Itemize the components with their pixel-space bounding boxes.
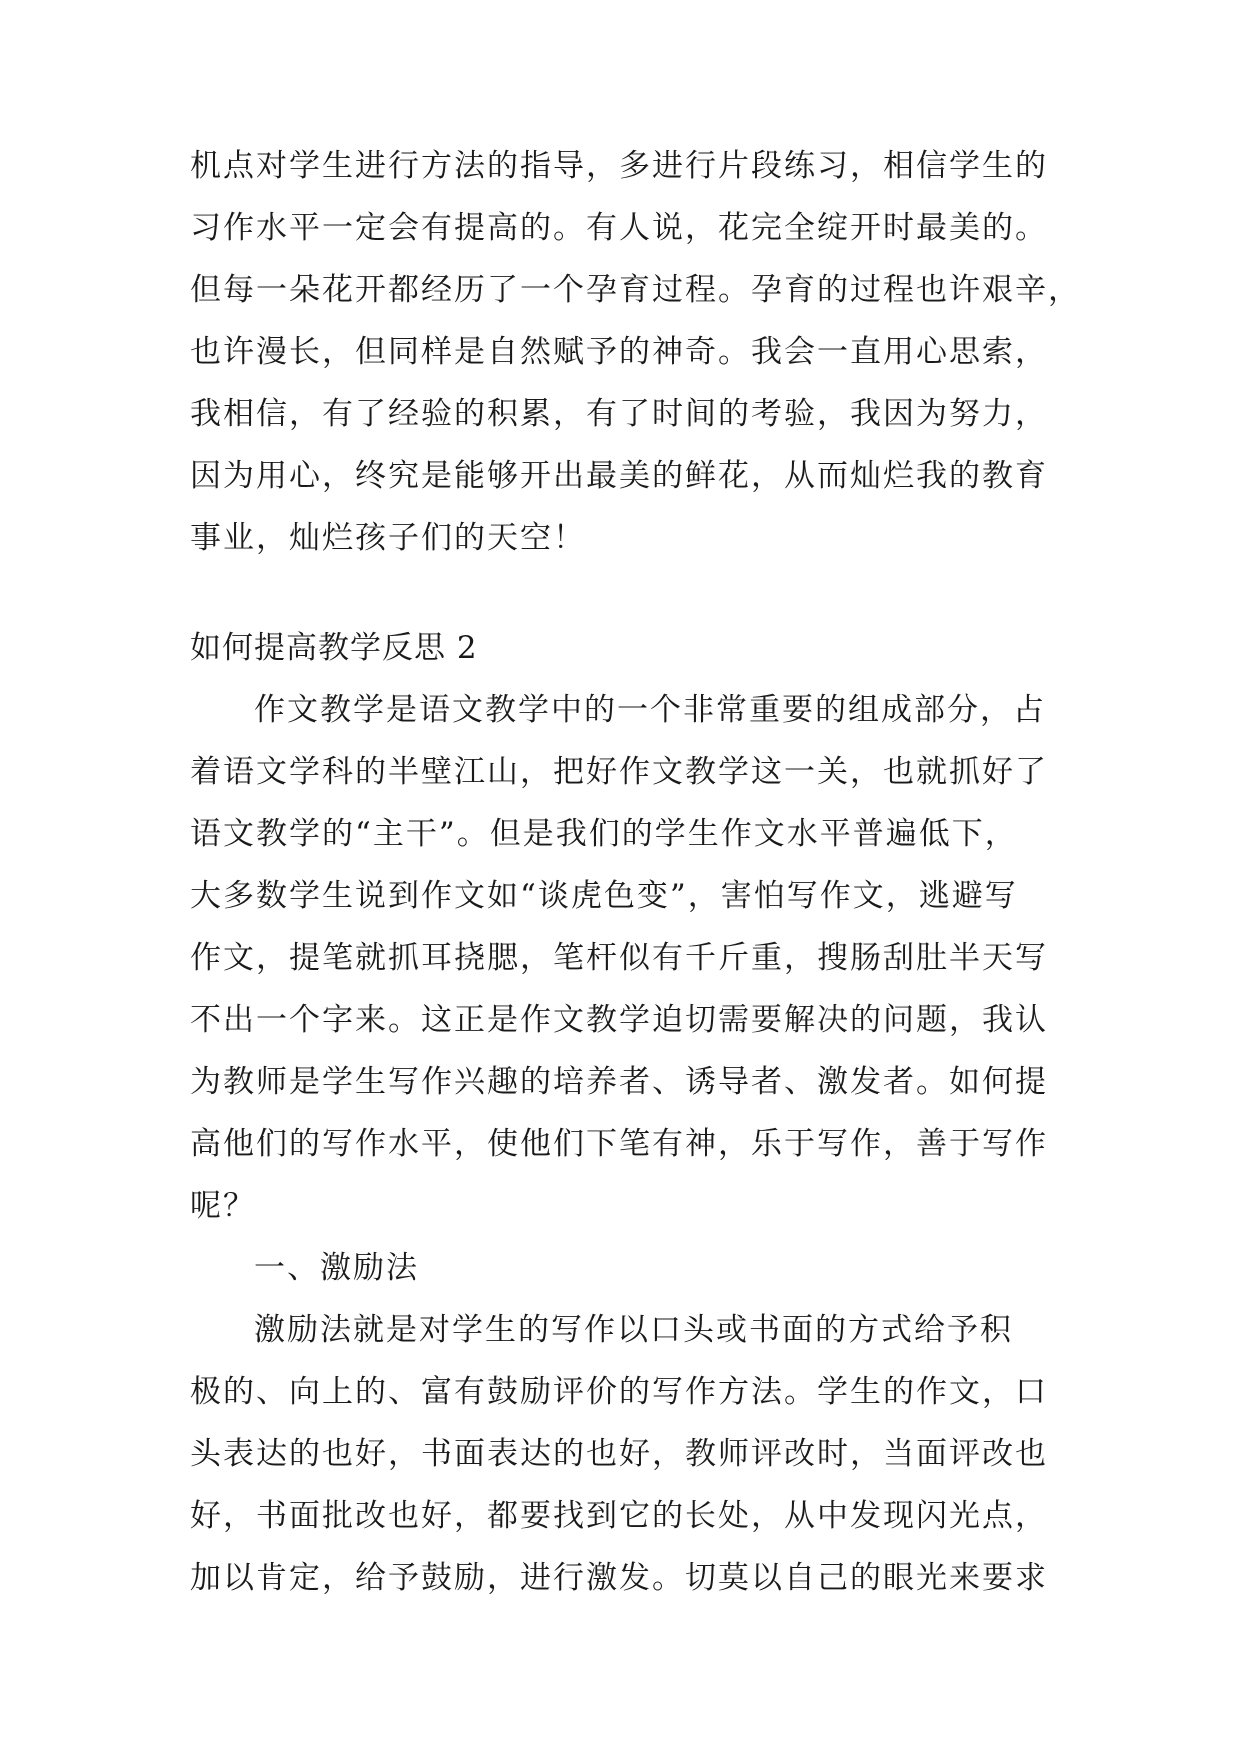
subheading: 一、激励法	[254, 1250, 419, 1286]
paragraph-line: 习作水平一定会有提高的。有人说，花完全绽开时最美的。	[190, 210, 1048, 246]
paragraph-line: 激励法就是对学生的写作以口头或书面的方式给予积	[254, 1312, 1013, 1348]
paragraph-line: 着语文学科的半壁江山，把好作文教学这一关，也就抓好了	[190, 754, 1048, 790]
paragraph-line: 事业，灿烂孩子们的天空！	[190, 520, 586, 556]
paragraph-line: 我相信，有了经验的积累，有了时间的考验，我因为努力，	[190, 396, 1048, 432]
paragraph-line: 加以肯定，给予鼓励，进行激发。切莫以自己的眼光来要求	[190, 1560, 1048, 1596]
paragraph-line: 因为用心，终究是能够开出最美的鲜花，从而灿烂我的教育	[190, 458, 1048, 494]
paragraph-line: 呢？	[190, 1188, 256, 1224]
paragraph-line: 机点对学生进行方法的指导，多进行片段练习，相信学生的	[190, 148, 1048, 184]
paragraph-line: 作文，提笔就抓耳挠腮，笔杆似有千斤重，搜肠刮肚半天写	[190, 940, 1048, 976]
paragraph-line: 极的、向上的、富有鼓励评价的写作方法。学生的作文，口	[190, 1374, 1048, 1410]
paragraph-line: 高他们的写作水平，使他们下笔有神，乐于写作，善于写作	[190, 1126, 1048, 1162]
section-heading: 如何提高教学反思 2	[190, 630, 478, 666]
paragraph-line: 头表达的也好，书面表达的也好，教师评改时，当面评改也	[190, 1436, 1048, 1472]
paragraph-line: 不出一个字来。这正是作文教学迫切需要解决的问题，我认	[190, 1002, 1048, 1038]
paragraph-line: 也许漫长，但同样是自然赋予的神奇。我会一直用心思索，	[190, 334, 1048, 370]
paragraph-line: 但每一朵花开都经历了一个孕育过程。孕育的过程也许艰辛，	[190, 272, 1081, 308]
paragraph-line: 好，书面批改也好，都要找到它的长处，从中发现闪光点，	[190, 1498, 1048, 1534]
paragraph-line: 为教师是学生写作兴趣的培养者、诱导者、激发者。如何提	[190, 1064, 1048, 1100]
paragraph-line: 语文教学的“主干”。但是我们的学生作文水平普遍低下，	[190, 816, 1018, 852]
paragraph-line: 大多数学生说到作文如“谈虎色变”，害怕写作文，逃避写	[190, 878, 1018, 914]
paragraph-line: 作文教学是语文教学中的一个非常重要的组成部分，占	[254, 692, 1046, 728]
